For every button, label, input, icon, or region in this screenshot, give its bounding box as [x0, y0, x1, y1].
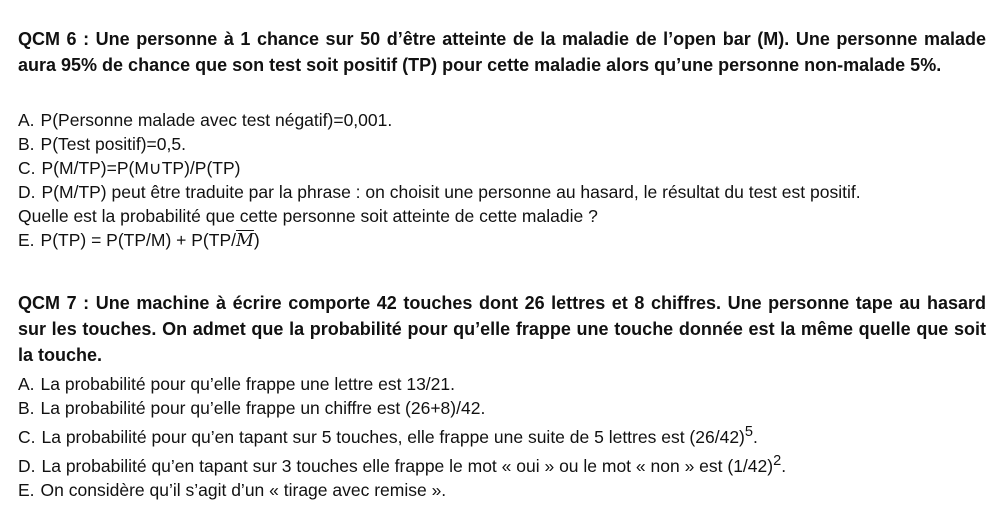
q6-option-c-text: P(M/TP)=P(M∪TP)/P(TP): [41, 158, 241, 178]
q6-option-d: [18, 180, 986, 204]
q6-option-e: [18, 228, 986, 253]
q7-option-b-text: La probabilité pour qu’elle frappe un chiffre est (26+8)/42.: [40, 398, 486, 418]
q7-option-c: [18, 420, 986, 449]
q6-option-d-text: P(M/TP) peut être traduite par la phrase : on choisit une personne au hasard, le résultat du test est positif.: [41, 182, 861, 202]
q6-option-b-text: P(Test positif)=0,5.: [40, 134, 186, 154]
question-7-title: QCM 7 : Une machine à écrire comporte 42 touches dont 26 lettres et 8 chiffres. Une personne tape au hasard sur les touches. On admet que la probabilité pour qu’elle frappe une touche donnée est la même quelle que soit la touche.: [18, 293, 986, 365]
q7-option-d-period: .: [781, 455, 787, 476]
q6-option-a: [18, 108, 986, 132]
q6-option-d-continuation: [18, 204, 986, 228]
q7-option-e: [18, 478, 986, 502]
q6-option-c-letter: C.: [18, 158, 36, 178]
q7-option-a-letter: A.: [18, 374, 35, 394]
q6-option-b: [18, 132, 986, 156]
q7-option-c-letter: C.: [18, 426, 36, 447]
q7-option-a-text: La probabilité pour qu’elle frappe une lettre est 13/21.: [40, 374, 456, 394]
q7-option-d-letter: D.: [18, 455, 36, 476]
question-6: [18, 26, 986, 78]
question-7-options: [18, 372, 986, 502]
q7-option-e-text: On considère qu’il s’agit d’un « tirage avec remise ».: [40, 479, 447, 500]
q6-option-e-text-after: ): [253, 230, 260, 250]
q7-option-c-exponent: 5: [744, 424, 753, 440]
q7-option-b: [18, 396, 986, 420]
q6-option-e-text-before: P(TP) = P(TP/M) + P(TP/: [40, 230, 236, 250]
q6-option-c: [18, 156, 986, 180]
q7-option-a: [18, 372, 986, 396]
q7-option-b-letter: B.: [18, 398, 35, 418]
q7-option-e-letter: E.: [18, 479, 35, 500]
question-6-title: QCM 6 : Une personne à 1 chance sur 50 d’être atteinte de la maladie de l’open bar (M). Une personne malade aura 95% de chance que son test soit positif (TP) pour cette maladie alors qu’une personne non-malade 5%.: [18, 29, 986, 75]
q7-option-d: [18, 449, 986, 478]
question-7: [18, 290, 986, 368]
q7-option-c-text: La probabilité pour qu’en tapant sur 5 touches, elle frappe une suite de 5 lettres est (26/42): [41, 426, 745, 447]
q6-option-d-letter: D.: [18, 182, 36, 202]
q6-option-e-overline-m: $\overline{M}$: [235, 231, 254, 251]
q6-option-b-letter: B.: [18, 134, 35, 154]
q7-option-d-text: La probabilité qu’en tapant sur 3 touches elle frappe le mot « oui » ou le mot « non » est (1/42): [41, 455, 774, 476]
q7-option-c-period: .: [753, 426, 758, 447]
question-6-options: [18, 108, 986, 253]
q7-option-d-exponent: 2: [773, 452, 782, 469]
q6-option-a-letter: A.: [18, 110, 35, 130]
q6-option-d-question: Quelle est la probabilité que cette personne soit atteinte de cette maladie ?: [18, 206, 598, 226]
q6-option-e-letter: E.: [18, 230, 35, 250]
q6-option-a-text: P(Personne malade avec test négatif)=0,001.: [40, 110, 393, 130]
